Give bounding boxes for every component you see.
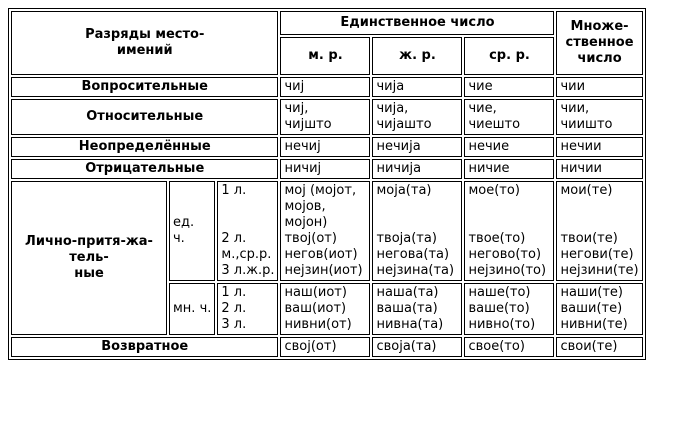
person-3-masc-neut: м.,ср.р.: [221, 247, 272, 262]
cell-possessive-singular-pl: [556, 181, 642, 281]
header-singular: Единственное число: [280, 11, 554, 35]
row-negative: [11, 159, 643, 179]
form-2: ваши(те): [560, 301, 623, 316]
person-3: 3 л.: [221, 317, 247, 332]
persons-plural: [217, 283, 278, 335]
cell-indefinite-n: нечие: [464, 137, 554, 157]
cell-possessive-plural-m: [280, 283, 370, 335]
form-2: твоја(та): [376, 231, 437, 246]
cell-interrogative-f: чија: [372, 77, 462, 97]
person-2: 2 л.: [221, 301, 247, 316]
cell-interrogative-pl: чии: [556, 77, 642, 97]
label-possessive-plural: мн. ч.: [169, 283, 215, 335]
cell-possessive-plural-f: [372, 283, 462, 335]
form-3a: негова(та): [376, 247, 450, 262]
form-2: твој(от): [284, 231, 337, 246]
row-reflexive: [11, 337, 643, 357]
cell-possessive-plural-n: [464, 283, 554, 335]
form-3b: нејзини(те): [560, 263, 639, 278]
cell-interrogative-n: чие: [464, 77, 554, 97]
cell-possessive-singular-m: [280, 181, 370, 281]
cell-negative-n: ничие: [464, 159, 554, 179]
pronoun-table-container: [8, 8, 646, 360]
label-personal-possessive: Лично-притя-жа- тель- ные: [11, 181, 167, 335]
cell-indefinite-pl: нечии: [556, 137, 642, 157]
cell-reflexive-pl: свои(те): [556, 337, 642, 357]
cell-negative-pl: ничии: [556, 159, 642, 179]
form-3a: негов(иот): [284, 247, 358, 262]
cell-indefinite-f: нечија: [372, 137, 462, 157]
cell-possessive-singular-n: [464, 181, 554, 281]
cell-negative-f: ничија: [372, 159, 462, 179]
cell-possessive-singular-f: [372, 181, 462, 281]
form-3: нивна(та): [376, 317, 444, 332]
label-reflexive: Возвратное: [11, 337, 278, 357]
cell-negative-m: ничиј: [280, 159, 370, 179]
cell-reflexive-f: своја(та): [372, 337, 462, 357]
form-3a: негово(то): [468, 247, 542, 262]
form-2: ваша(та): [376, 301, 438, 316]
cell-reflexive-m: свој(от): [280, 337, 370, 357]
row-indefinite: [11, 137, 643, 157]
person-3-fem: 3 л.ж.р.: [221, 263, 275, 278]
label-interrogative: Вопросительные: [11, 77, 278, 97]
person-2: 2 л.: [221, 231, 247, 246]
header-category: Разряды место- имений: [11, 11, 278, 75]
form-1: мој (мојот, мојов, мојон): [284, 183, 357, 230]
form-2: ваше(то): [468, 301, 530, 316]
label-negative: Отрицательные: [11, 159, 278, 179]
row-relative: [11, 99, 643, 135]
form-1: наша(та): [376, 285, 439, 300]
form-1: наши(те): [560, 285, 623, 300]
cell-reflexive-n: свое(то): [464, 337, 554, 357]
header-row-1: [11, 11, 643, 35]
header-feminine: ж. р.: [372, 37, 462, 75]
cell-relative-n: чие, чиешто: [464, 99, 554, 135]
cell-relative-m: чиј, чијшто: [280, 99, 370, 135]
form-3: нивни(от): [284, 317, 352, 332]
person-1: 1 л.: [221, 285, 247, 300]
cell-indefinite-m: нечиј: [280, 137, 370, 157]
cell-relative-pl: чии, чиишто: [556, 99, 642, 135]
form-1: наш(иот): [284, 285, 347, 300]
label-indefinite: Неопределённые: [11, 137, 278, 157]
row-possessive-singular: [11, 181, 643, 281]
row-interrogative: [11, 77, 643, 97]
form-1: мое(то): [468, 183, 520, 198]
form-3a: негови(те): [560, 247, 634, 262]
form-1: наше(то): [468, 285, 531, 300]
form-3: нивни(те): [560, 317, 628, 332]
form-3b: нејзино(то): [468, 263, 547, 278]
cell-interrogative-m: чиј: [280, 77, 370, 97]
form-2: ваш(иот): [284, 301, 347, 316]
form-1: моја(та): [376, 183, 432, 198]
form-2: твои(те): [560, 231, 618, 246]
label-possessive-singular: ед. ч.: [169, 181, 215, 281]
cell-relative-f: чија, чијашто: [372, 99, 462, 135]
pronoun-table: [8, 8, 646, 360]
form-3: нивно(то): [468, 317, 536, 332]
header-neuter: ср. р.: [464, 37, 554, 75]
form-2: твое(то): [468, 231, 526, 246]
form-1: мои(те): [560, 183, 613, 198]
cell-possessive-plural-pl: [556, 283, 642, 335]
form-3b: нејзин(иот): [284, 263, 363, 278]
header-masculine: м. р.: [280, 37, 370, 75]
label-relative: Относительные: [11, 99, 278, 135]
form-3b: нејзина(та): [376, 263, 455, 278]
person-1: 1 л.: [221, 183, 247, 198]
header-plural: Множе- ственное число: [556, 11, 642, 75]
persons-singular: [217, 181, 278, 281]
